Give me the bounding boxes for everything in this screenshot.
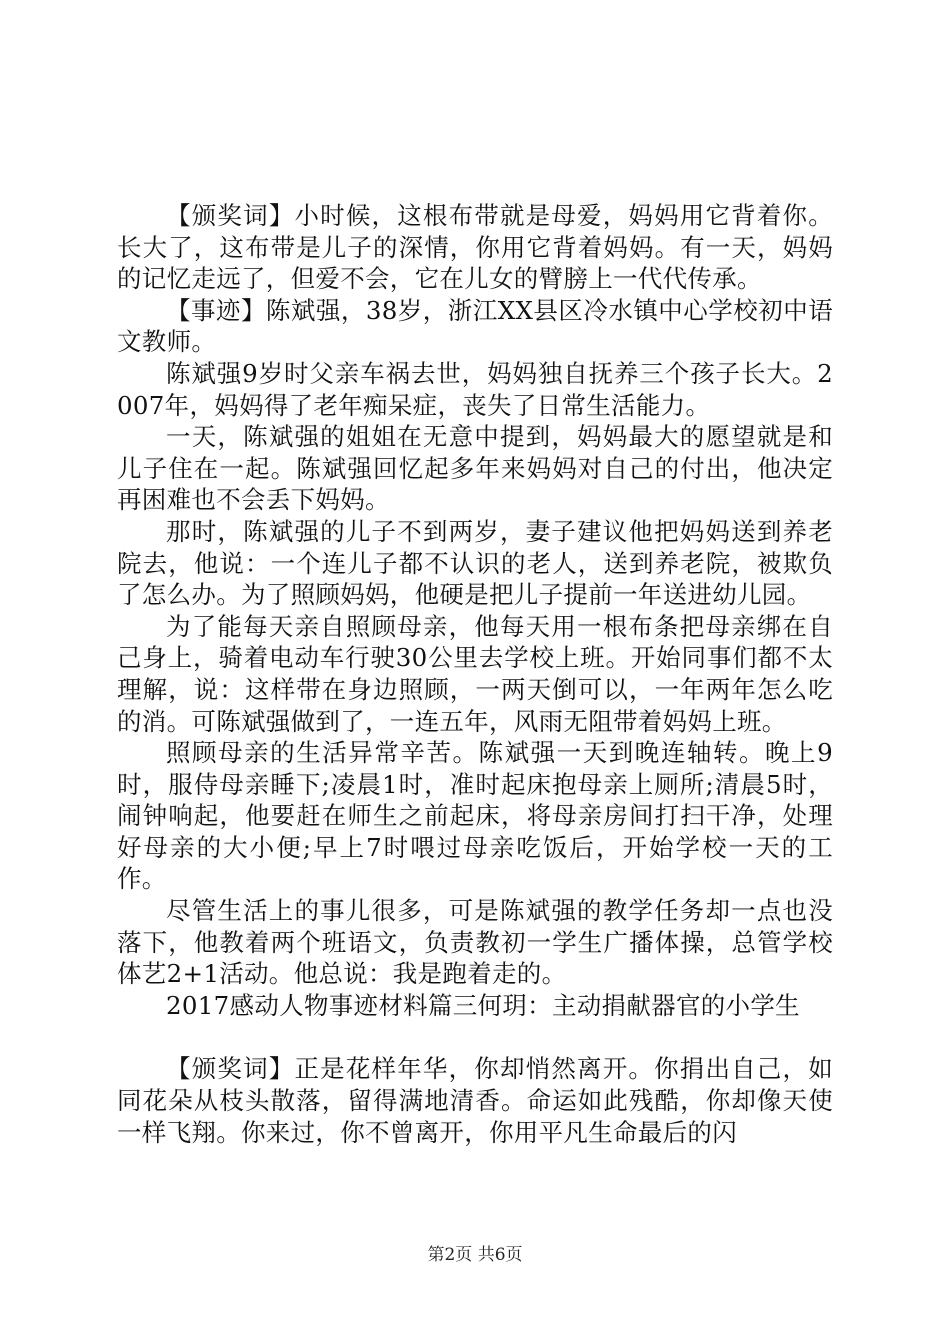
section-heading: 2017感动人物事迹材料篇三何玥：主动捐献器官的小学生: [166, 990, 800, 1020]
award-citation-paragraph: 【颁奖词】正是花样年华，你却悄然离开。你捐出自己，如同花朵从枝头散落，留得满地清香。命运如此残酷，你却像天使一样飞翔。你来过，你不曾离开，你用平凡生命最后的闪: [117, 1054, 833, 1147]
body-paragraph: 那时，陈斌强的儿子不到两岁，妻子建议他把妈妈送到养老院去，他说：一个连儿子都不认识的老人，送到养老院，被欺负了怎么办。为了照顾妈妈，他硬是把儿子提前一年送进幼儿园。: [117, 516, 833, 610]
body-paragraph: 尽管生活上的事儿很多，可是陈斌强的教学任务却一点也没落下，他教着两个班语文，负责教初一学生广播体操，总管学校体艺2+1活动。他总说：我是跑着走的。: [117, 896, 833, 989]
body-paragraph: 照顾母亲的生活异常辛苦。陈斌强一天到晚连轴转。晚上9时，服侍母亲睡下;凌晨1时，准时起床抱母亲上厕所;清晨5时，闹钟响起，他要赶在师生之前起床，将母亲房间打扫干净，处理好母亲的大小便;早上7时喂过母亲吃饭后，开始学校一天的工作。: [117, 738, 833, 894]
body-paragraph: 一天，陈斌强的姐姐在无意中提到，妈妈最大的愿望就是和儿子住在一起。陈斌强回忆起多年来妈妈对自己的付出，他决定再困难也不会丢下妈妈。: [117, 422, 833, 515]
body-paragraph: 为了能每天亲自照顾母亲，他每天用一根布条把母亲绑在自己身上，骑着电动车行驶30公里去学校上班。开始同事们都不太理解，说：这样带在身边照顾，一两天倒可以，一年两年怎么吃的消。可陈斌强做到了，一连五年，风雨无阻带着妈妈上班。: [117, 611, 833, 736]
page-number-footer: 第2页 共6页: [427, 1245, 523, 1265]
document-body: [117, 200, 833, 1148]
body-paragraph: 陈斌强9岁时父亲车祸去世，妈妈独自抚养三个孩子长大。2007年，妈妈得了老年痴呆症，丧失了日常生活能力。: [117, 358, 833, 420]
deeds-intro-paragraph: 【事迹】陈斌强，38岁，浙江XX县区冷水镇中心学校初中语文教师。: [117, 295, 833, 357]
award-citation-paragraph: 【颁奖词】小时候，这根布带就是母爱，妈妈用它背着你。长大了，这布带是儿子的深情，你用它背着妈妈。有一天，妈妈的记忆走远了，但爱不会，它在儿女的臂膀上一代代传承。: [117, 201, 833, 294]
